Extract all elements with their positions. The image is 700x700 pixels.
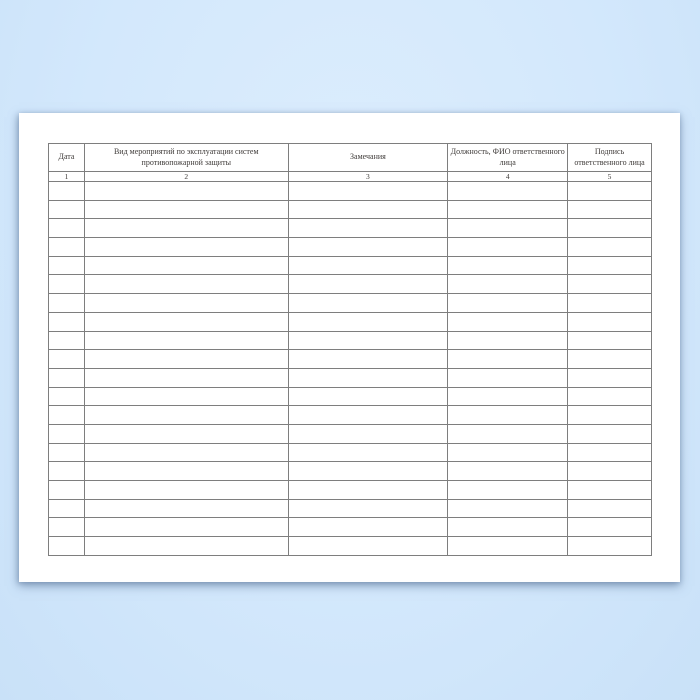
empty-cell	[84, 331, 288, 350]
table-row	[49, 499, 652, 518]
empty-cell	[84, 219, 288, 238]
empty-cell	[448, 537, 568, 556]
empty-cell	[568, 200, 652, 219]
empty-cell	[448, 481, 568, 500]
table-row	[49, 238, 652, 257]
empty-cell	[84, 537, 288, 556]
empty-cell	[84, 312, 288, 331]
empty-cell	[448, 182, 568, 201]
table-row	[49, 406, 652, 425]
empty-cell	[49, 350, 85, 369]
empty-cell	[84, 350, 288, 369]
empty-cell	[288, 368, 448, 387]
empty-cell	[448, 200, 568, 219]
empty-cell	[49, 256, 85, 275]
empty-cell	[288, 406, 448, 425]
column-header-5: Подпись ответственного лица	[568, 144, 652, 172]
logbook-table	[48, 143, 652, 556]
column-header-2: Вид мероприятий по эксплуатации систем противопожарной защиты	[84, 144, 288, 172]
table-row	[49, 481, 652, 500]
empty-cell	[288, 219, 448, 238]
empty-cell	[49, 182, 85, 201]
table-row	[49, 462, 652, 481]
empty-cell	[49, 537, 85, 556]
empty-cell	[448, 331, 568, 350]
empty-cell	[568, 424, 652, 443]
empty-cell	[568, 256, 652, 275]
empty-cell	[84, 387, 288, 406]
table-row	[49, 368, 652, 387]
empty-cell	[288, 312, 448, 331]
empty-cell	[84, 481, 288, 500]
empty-cell	[448, 219, 568, 238]
empty-cell	[288, 200, 448, 219]
empty-cell	[568, 443, 652, 462]
empty-cell	[84, 368, 288, 387]
column-header-3: Замечания	[288, 144, 448, 172]
empty-cell	[288, 256, 448, 275]
column-number-4: 4	[448, 172, 568, 182]
empty-cell	[448, 518, 568, 537]
empty-cell	[568, 387, 652, 406]
empty-cell	[568, 331, 652, 350]
empty-cell	[288, 182, 448, 201]
empty-cell	[448, 368, 568, 387]
empty-cell	[288, 238, 448, 257]
column-number-3: 3	[288, 172, 448, 182]
empty-cell	[448, 424, 568, 443]
empty-cell	[288, 499, 448, 518]
empty-cell	[49, 424, 85, 443]
empty-cell	[568, 462, 652, 481]
table-header-row	[49, 144, 652, 172]
empty-cell	[84, 518, 288, 537]
empty-cell	[568, 238, 652, 257]
empty-cell	[84, 424, 288, 443]
empty-cell	[84, 462, 288, 481]
empty-cell	[568, 219, 652, 238]
column-number-1: 1	[49, 172, 85, 182]
empty-cell	[84, 294, 288, 313]
empty-cell	[288, 387, 448, 406]
empty-cell	[49, 368, 85, 387]
empty-cell	[288, 331, 448, 350]
empty-cell	[49, 275, 85, 294]
column-number-2: 2	[84, 172, 288, 182]
table-row	[49, 219, 652, 238]
empty-cell	[49, 387, 85, 406]
empty-cell	[49, 331, 85, 350]
empty-cell	[568, 350, 652, 369]
table-row	[49, 518, 652, 537]
empty-cell	[568, 312, 652, 331]
paper-sheet	[19, 113, 680, 582]
empty-cell	[448, 499, 568, 518]
column-header-1: Дата	[49, 144, 85, 172]
empty-cell	[288, 275, 448, 294]
table-row	[49, 350, 652, 369]
empty-cell	[49, 481, 85, 500]
empty-cell	[568, 481, 652, 500]
empty-cell	[568, 182, 652, 201]
empty-cell	[568, 406, 652, 425]
empty-cell	[568, 537, 652, 556]
empty-cell	[288, 462, 448, 481]
empty-cell	[49, 294, 85, 313]
empty-cell	[568, 275, 652, 294]
column-number-5: 5	[568, 172, 652, 182]
table-row	[49, 275, 652, 294]
empty-cell	[288, 294, 448, 313]
empty-cell	[49, 219, 85, 238]
empty-cell	[448, 275, 568, 294]
empty-cell	[448, 406, 568, 425]
table-row	[49, 256, 652, 275]
empty-cell	[84, 406, 288, 425]
empty-cell	[49, 200, 85, 219]
empty-cell	[568, 294, 652, 313]
empty-cell	[49, 499, 85, 518]
empty-cell	[288, 518, 448, 537]
empty-cell	[49, 518, 85, 537]
empty-cell	[288, 443, 448, 462]
table-row	[49, 294, 652, 313]
empty-cell	[448, 387, 568, 406]
empty-cell	[448, 443, 568, 462]
empty-cell	[448, 462, 568, 481]
empty-cell	[288, 424, 448, 443]
empty-cell	[568, 368, 652, 387]
empty-cell	[84, 275, 288, 294]
empty-cell	[84, 256, 288, 275]
column-number-row	[49, 172, 652, 182]
table-row	[49, 424, 652, 443]
table-row	[49, 537, 652, 556]
empty-cell	[84, 443, 288, 462]
empty-cell	[448, 238, 568, 257]
empty-cell	[84, 182, 288, 201]
table-row	[49, 387, 652, 406]
empty-cell	[568, 499, 652, 518]
empty-cell	[288, 537, 448, 556]
empty-cell	[288, 481, 448, 500]
empty-cell	[49, 443, 85, 462]
empty-cell	[448, 294, 568, 313]
empty-cell	[84, 238, 288, 257]
empty-cell	[448, 312, 568, 331]
table-body	[49, 182, 652, 556]
empty-cell	[49, 238, 85, 257]
table-row	[49, 200, 652, 219]
table-row	[49, 331, 652, 350]
empty-cell	[448, 350, 568, 369]
table-row	[49, 182, 652, 201]
empty-cell	[84, 499, 288, 518]
empty-cell	[49, 406, 85, 425]
empty-cell	[288, 350, 448, 369]
empty-cell	[448, 256, 568, 275]
table-row	[49, 443, 652, 462]
empty-cell	[84, 200, 288, 219]
empty-cell	[49, 312, 85, 331]
table-row	[49, 312, 652, 331]
column-header-4: Должность, ФИО ответственного лица	[448, 144, 568, 172]
empty-cell	[49, 462, 85, 481]
empty-cell	[568, 518, 652, 537]
